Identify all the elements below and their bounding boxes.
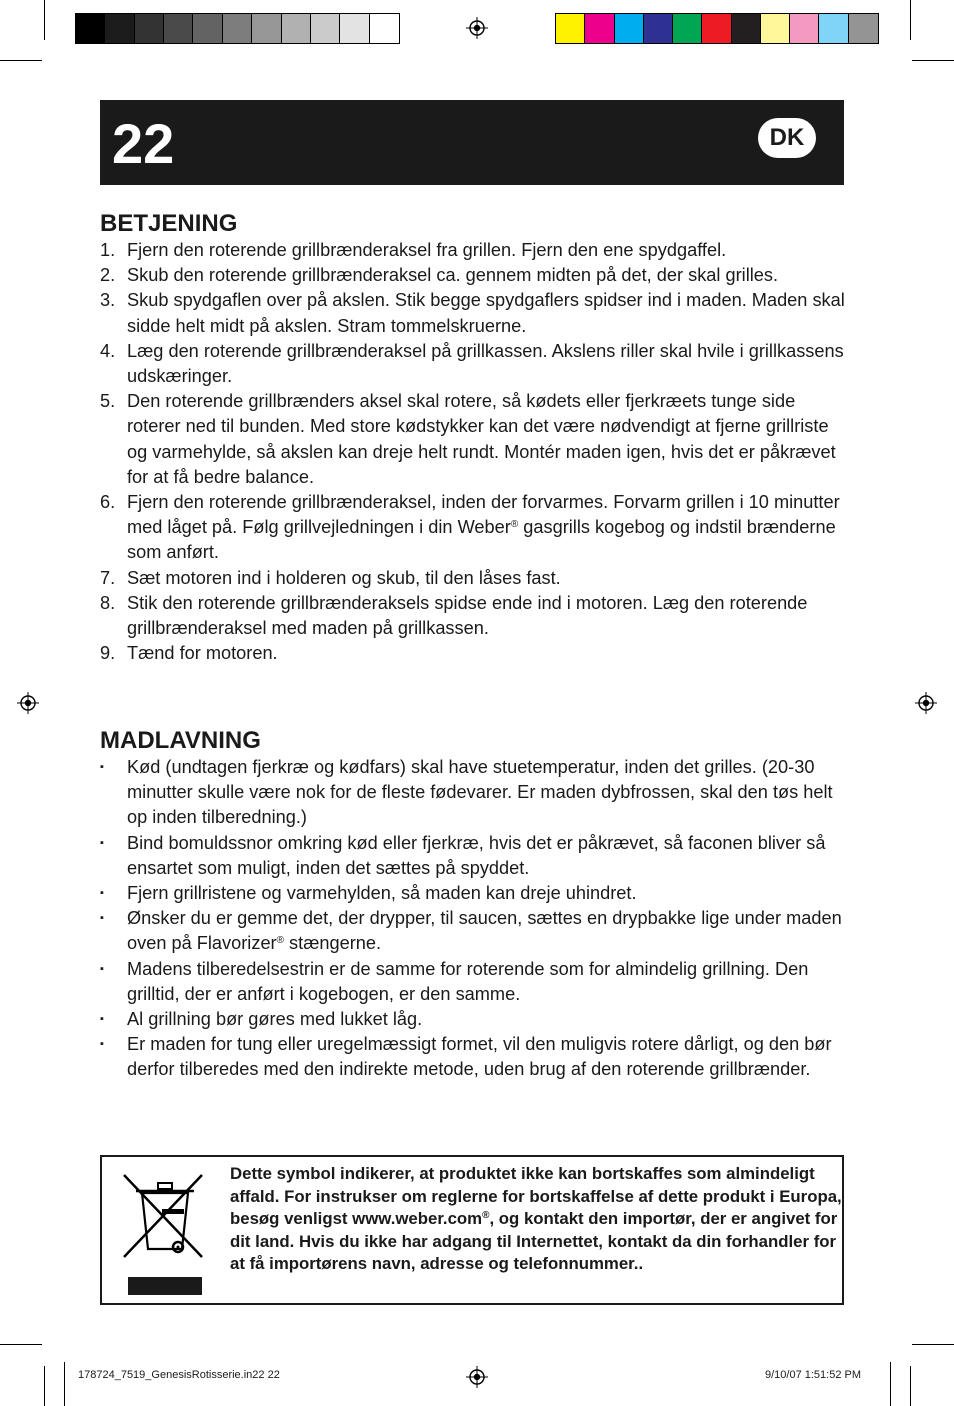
language-badge: DK	[758, 118, 816, 158]
betjening-step	[100, 641, 846, 666]
page-header	[100, 100, 844, 185]
color-swatch	[164, 14, 193, 43]
step-text: Den roterende grillbrænders aksel skal rotere, så kødets eller fjerkræets tunge side roterer ned til bunden. Med store kødstykker kan det være nødvendigt at fjerne grillriste og varmehylde, så akslen kan dreje helt rundt. Montér maden igen, hvis det er påkrævet for at få bedre balance.	[127, 391, 836, 487]
color-swatch	[193, 14, 222, 43]
registration-mark-icon	[466, 1366, 488, 1388]
bullet-icon: ▪	[100, 1013, 104, 1026]
betjening-step	[100, 288, 846, 338]
step-number: 1.	[100, 240, 116, 260]
step-number: 5.	[100, 391, 116, 412]
footer-timestamp: 9/10/07 1:51:52 PM	[765, 1369, 862, 1381]
crop-mark	[64, 1362, 65, 1406]
betjening-step	[100, 238, 846, 263]
color-swatch	[673, 14, 702, 43]
betjening-step	[100, 389, 846, 490]
step-text: Fjern den roterende grillbrænderaksel, inden der forvarmes. Forvarm grillen i 10 minutter med låget på. Følg grillvejledningen i din Weber	[127, 492, 840, 538]
tip-text: Madens tilberedelsestrin er de samme for roterende som for almindelig grillning. Den grilltid, der er anført i kogebogen, er den samme.	[127, 958, 809, 1004]
color-swatch	[556, 14, 585, 43]
tip-text: stængerne.	[284, 933, 382, 954]
step-number: 8.	[100, 592, 116, 613]
crop-mark	[0, 1344, 42, 1345]
color-swatch	[135, 14, 164, 43]
crop-mark	[890, 1362, 891, 1406]
disposal-notice-box	[100, 1155, 844, 1305]
step-text: Tænd for motoren.	[127, 643, 278, 664]
color-swatch	[761, 14, 790, 43]
crop-mark	[912, 1344, 954, 1345]
bullet-icon: ▪	[100, 1038, 104, 1051]
color-swatch	[849, 14, 878, 43]
footer-file-info: 178724_7519_GenesisRotisserie.in22 22	[78, 1369, 280, 1381]
tip-text: ®	[276, 935, 284, 947]
bullet-icon: ▪	[100, 761, 104, 773]
madlavning-tip	[100, 1007, 846, 1032]
color-swatch	[223, 14, 252, 43]
color-swatch	[370, 14, 399, 43]
betjening-step	[100, 490, 846, 566]
step-text: Læg den roterende grillbrænderaksel på grillkassen. Akslens riller skal hvile i grillkassens udskæringer.	[127, 340, 844, 387]
step-text: Fjern den roterende grillbrænderaksel fra grillen. Fjern den ene spydgaffel.	[127, 240, 727, 260]
color-swatch	[585, 14, 614, 43]
bullet-icon: ▪	[100, 887, 104, 900]
crossed-out-wheelie-bin-icon	[120, 1165, 210, 1297]
registration-mark-icon	[915, 692, 937, 714]
tip-text: Kød (undtagen fjerkræ og kødfars) skal have stuetemperatur, inden det grilles. (20-30 minutter skulle være nok for de fleste fødevarer. Er maden dybfrossen, skal den tøs helt op inden tilberedning.)	[127, 757, 833, 828]
madlavning-tip	[100, 906, 846, 956]
crop-mark	[44, 1366, 45, 1406]
crop-mark	[910, 0, 911, 40]
color-swatch	[282, 14, 311, 43]
color-swatch	[644, 14, 673, 43]
step-number: 4.	[100, 340, 116, 361]
disposal-notice-text: Dette symbol indikerer, at produktet ikke kan bortskaffes som almindeligt affald. For instrukser om reglerne for bortskaffelse af dette produkt i Europa, besøg venligst www.weber.com®, og kontakt den importør, der er angivet for dit land. Hvis du ikke har adgang til Internettet, kontakt da din forhandler for at få importørens navn, adresse og telefonnummer..	[230, 1164, 842, 1273]
color-swatch	[819, 14, 848, 43]
color-swatch	[790, 14, 819, 43]
betjening-step	[100, 566, 846, 591]
step-number: 9.	[100, 643, 116, 664]
tip-text: Bind bomuldssnor omkring kød eller fjerkræ, hvis det er påkrævet, så faconen bliver så ensartet som muligt, inden det sættes på spyddet.	[127, 832, 826, 878]
registration-mark-icon	[466, 17, 488, 39]
madlavning-tip	[100, 881, 846, 906]
betjening-step	[100, 263, 846, 288]
madlavning-tip	[100, 831, 846, 881]
madlavning-tips-list	[100, 755, 846, 1083]
tip-text: Fjern grillristene og varmehylden, så maden kan dreje uhindret.	[127, 883, 637, 904]
betjening-step	[100, 339, 846, 389]
section-heading-madlavning: MADLAVNING	[100, 727, 261, 754]
crop-mark	[910, 1366, 911, 1406]
color-swatch	[702, 14, 731, 43]
step-number: 7.	[100, 567, 116, 588]
step-text: Stik den roterende grillbrænderaksels spidse ende ind i motoren. Læg den roterende grillbrænderaksel med maden på grillkassen.	[127, 592, 808, 639]
bullet-icon: ▪	[100, 836, 104, 849]
betjening-steps-list	[100, 238, 846, 666]
betjening-step	[100, 591, 846, 641]
tip-text: Ønsker du er gemme det, der drypper, til saucen, sættes en drypbakke lige under maden oven på Flavorizer	[127, 908, 842, 954]
step-text: ®	[510, 519, 519, 531]
step-text: Sæt motoren ind i holderen og skub, til den låses fast.	[127, 567, 561, 588]
crop-mark	[44, 0, 45, 40]
tip-text: Er maden for tung eller uregelmæssigt formet, vil den muligvis rotere dårligt, og den bør derfor tilberedes med den indirekte metode, uden brug af den roterende grillbrænder.	[127, 1034, 832, 1080]
color-swatch	[311, 14, 340, 43]
step-number: 3.	[100, 290, 116, 311]
step-text: Skub spydgaflen over på akslen. Stik begge spydgaflers spidser ind i maden. Maden skal sidde helt midt på akslen. Stram tommelskruerne.	[127, 290, 845, 336]
madlavning-tip	[100, 755, 846, 831]
color-swatch	[340, 14, 369, 43]
crop-mark	[912, 60, 954, 61]
step-number: 2.	[100, 265, 116, 286]
color-swatch	[76, 14, 105, 43]
section-heading-betjening: BETJENING	[100, 210, 238, 237]
bullet-icon: ▪	[100, 962, 104, 975]
bullet-icon: ▪	[100, 912, 104, 925]
grayscale-color-bar	[75, 13, 400, 44]
registration-mark-icon	[17, 692, 39, 714]
step-number: 6.	[100, 492, 116, 513]
madlavning-tip	[100, 957, 846, 1007]
color-swatch	[105, 14, 134, 43]
tip-text: Al grillning bør gøres med lukket låg.	[127, 1009, 423, 1030]
color-swatch	[732, 14, 761, 43]
process-color-bar	[555, 13, 879, 44]
page-number: 22	[112, 112, 175, 175]
color-swatch	[252, 14, 281, 43]
step-text: Skub den roterende grillbrænderaksel ca. gennem midten på det, der skal grilles.	[127, 265, 779, 286]
madlavning-tip	[100, 1032, 846, 1082]
color-swatch	[615, 14, 644, 43]
step-text: gasgrills kogebog og indstil brænderne som anført.	[127, 517, 836, 563]
crop-mark	[0, 60, 42, 61]
